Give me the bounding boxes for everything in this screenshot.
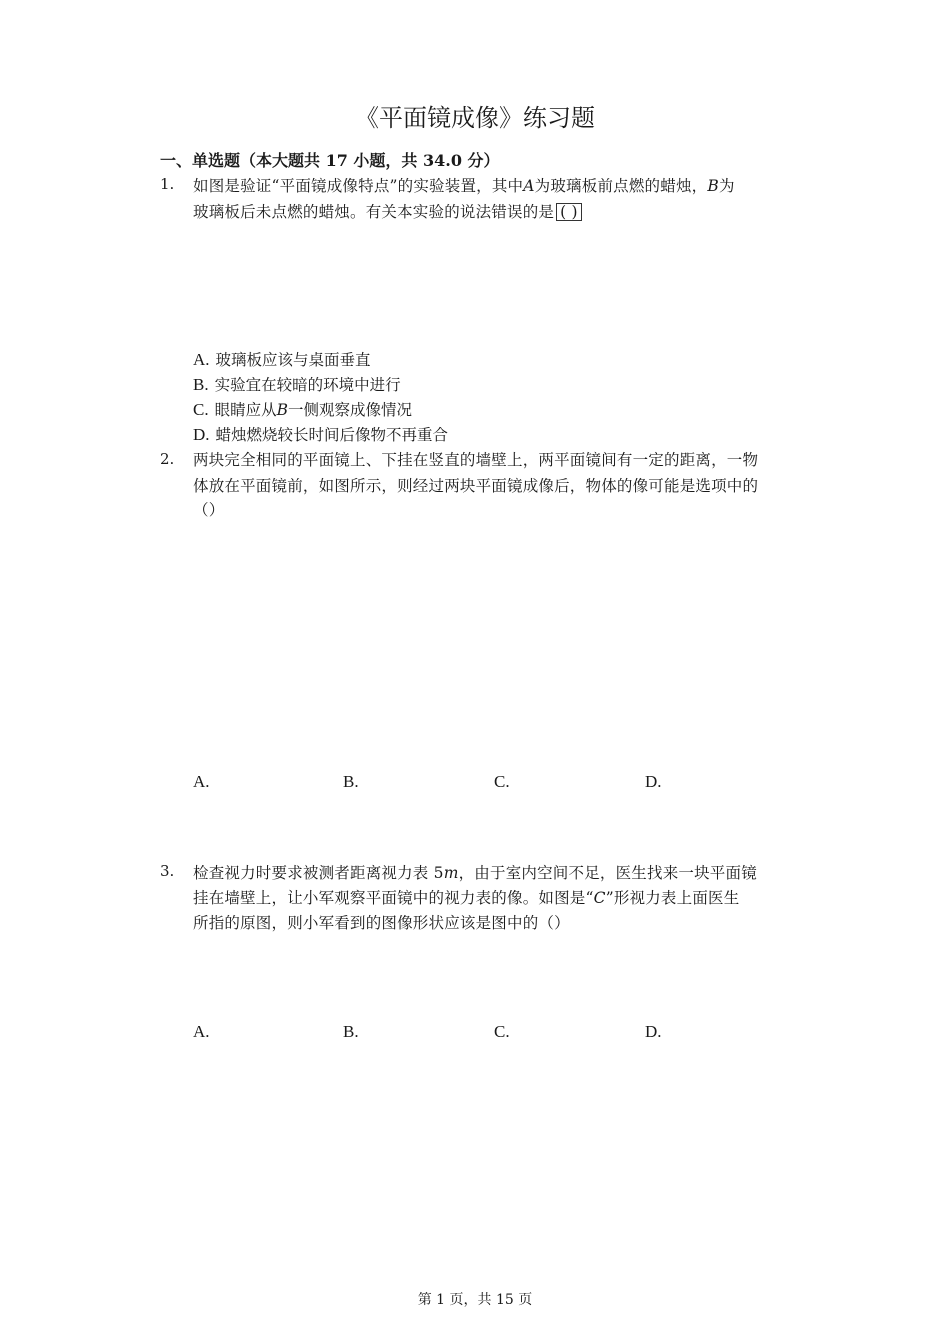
option-text: 蜡烛燃烧较长时间后像物不再重合 (215, 426, 449, 444)
page-title: 《平面镜成像》练习题 (355, 104, 595, 132)
section-heading: 一、单选题（本大题共 17 小题，共 34.0 分） (160, 151, 500, 170)
question-text-segment: ，由于室内空间不足，医生找来一块平面镜 (458, 864, 757, 882)
answer-bracket: ( ) (556, 203, 582, 221)
option-a (193, 348, 371, 370)
variable: m (443, 864, 459, 882)
question-text (193, 886, 739, 908)
choice-c: C. (494, 1022, 510, 1041)
question-text: 体放在平面镜前，如图所示，则经过两块平面镜成像后，物体的像可能是选项中的 (193, 477, 759, 495)
variable: B (276, 401, 288, 419)
option-text: 实验宜在较暗的环境中进行 (214, 376, 401, 394)
option-b (193, 373, 401, 395)
option-letter: A. (193, 350, 210, 369)
question-text (193, 174, 735, 196)
question-number: 2. (160, 450, 175, 468)
question-text (193, 200, 582, 222)
question-text: 所指的原图，则小军看到的图像形状应该是图中的（） (193, 914, 570, 932)
question-number: 1. (160, 175, 175, 193)
choice-d: D. (645, 1022, 662, 1041)
option-letter: B. (193, 375, 209, 394)
option-text: 玻璃板应该与桌面垂直 (215, 351, 371, 369)
choice-a: A. (193, 772, 210, 791)
question-text-segment: 为玻璃板前点燃的蜡烛， (534, 177, 708, 195)
page-footer: 第 1 页，共 15 页 (417, 1292, 533, 1308)
question-text-segment: 如图是验证“平面镜成像特点”的实验装置，其中 (193, 177, 524, 195)
question-text-segment: 为 (718, 177, 735, 195)
choice-b: B. (343, 1022, 359, 1041)
variable: B (707, 177, 719, 195)
question-text-segment: ”形视力表上面医生 (605, 889, 740, 907)
option-c (193, 398, 412, 420)
question-number: 3. (160, 862, 175, 880)
choice-a: A. (193, 1022, 210, 1041)
choice-c: C. (494, 772, 510, 791)
variable: A (523, 177, 535, 195)
question-text: 两块完全相同的平面镜上、下挂在竖直的墙壁上，两平面镜间有一定的距离，一物 (193, 451, 759, 469)
question-text (193, 861, 757, 883)
option-d (193, 423, 448, 445)
option-letter: D. (193, 425, 210, 444)
question-text: （） (193, 501, 225, 519)
option-letter: C. (193, 400, 209, 419)
question-text-segment: 挂在墙壁上，让小军观察平面镜中的视力表的像。如图是“ (193, 889, 594, 907)
option-text: 眼睛应从 (214, 401, 277, 419)
option-text: 一侧观察成像情况 (288, 401, 413, 419)
question-text-segment: 玻璃板后未点燃的蜡烛。有关本实验的说法错误的是 (193, 203, 555, 221)
choice-b: B. (343, 772, 359, 791)
question-text-segment: 检查视力时要求被测者距离视力表 5 (193, 864, 444, 882)
variable: C (593, 889, 606, 907)
choice-d: D. (645, 772, 662, 791)
